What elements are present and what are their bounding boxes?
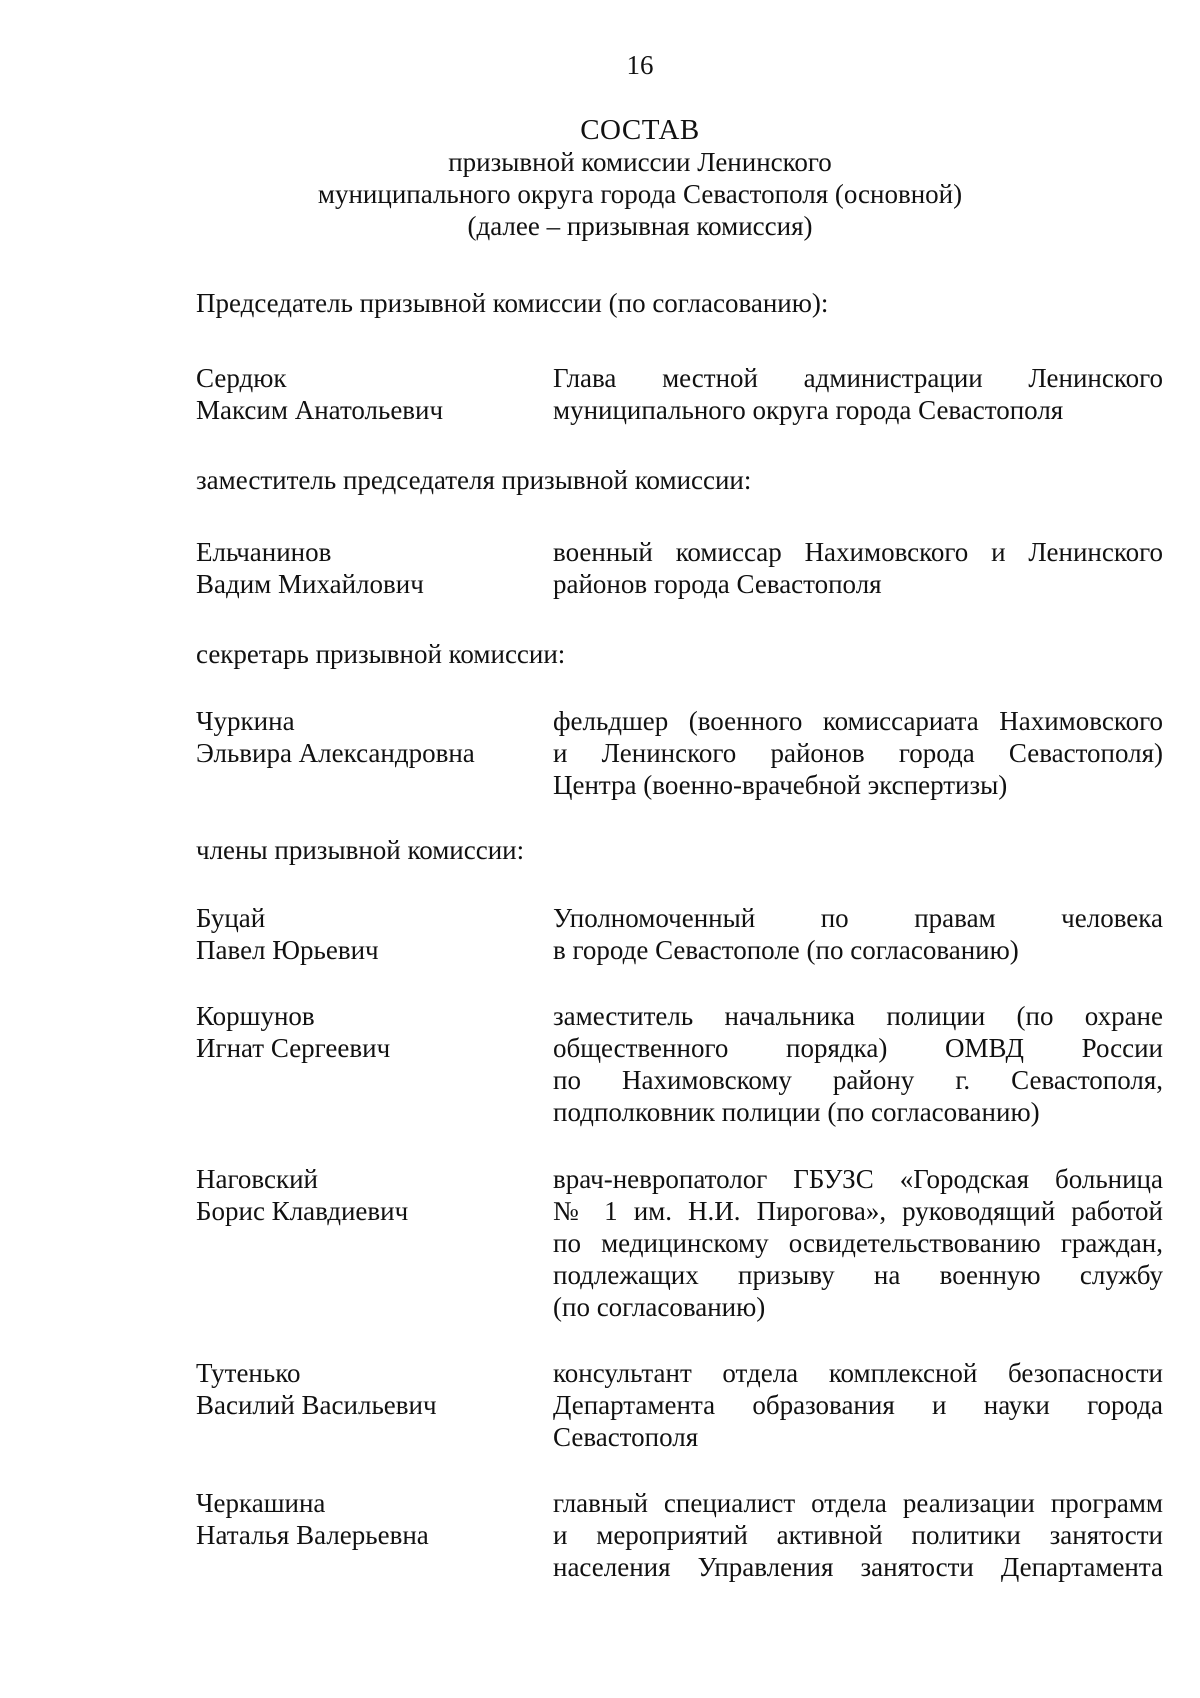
position-line: заместитель начальника полиции (по охране: [553, 1001, 1163, 1031]
member-surname: Коршунов: [196, 1001, 315, 1031]
member-surname: Черкашина: [196, 1488, 326, 1518]
document-title: [40, 114, 1200, 242]
member-given-name: Павел Юрьевич: [196, 935, 379, 965]
member-given-name: Василий Васильевич: [196, 1390, 437, 1420]
title-heading: СОСТАВ: [580, 114, 700, 146]
member-position: [553, 362, 1163, 426]
member-surname: Наговский: [196, 1164, 318, 1194]
member-surname: Тутенько: [196, 1358, 301, 1388]
title-line-3: (далее – призывная комиссия): [467, 211, 813, 241]
member-name: [196, 705, 536, 769]
member-name: [196, 1000, 536, 1064]
page-number: 16: [626, 50, 654, 80]
position-line: и мероприятий активной политики занятости: [553, 1520, 1163, 1550]
position-line: и Ленинского районов города Севастополя): [553, 738, 1163, 768]
member-surname: Сердюк: [196, 363, 287, 393]
section-members: члены призывной комиссии:: [196, 835, 525, 865]
member-surname: Чуркина: [196, 706, 295, 736]
member-given-name: Вадим Михайлович: [196, 569, 424, 599]
position-line: подполковник полиции (по согласованию): [553, 1097, 1040, 1127]
member-given-name: Игнат Сергеевич: [196, 1033, 391, 1063]
member-given-name: Максим Анатольевич: [196, 395, 444, 425]
section-chairman: Председатель призывной комиссии (по согласованию):: [196, 288, 829, 318]
member-name: [196, 362, 536, 426]
member-given-name: Наталья Валерьевна: [196, 1520, 429, 1550]
position-line: Глава местной администрации Ленинского: [553, 363, 1163, 393]
member-position: [553, 705, 1163, 801]
position-line: (по согласованию): [553, 1292, 766, 1322]
position-line: по медицинскому освидетельствованию граждан,: [553, 1228, 1163, 1258]
position-line: по Нахимовскому району г. Севастополя,: [553, 1065, 1163, 1095]
position-line: Департамента образования и науки города: [553, 1390, 1163, 1420]
position-line: военный комиссар Нахимовского и Ленинского: [553, 537, 1163, 567]
position-line: Севастополя: [553, 1422, 699, 1452]
title-line-2: муниципального округа города Севастополя (основной): [317, 179, 963, 209]
position-line: районов города Севастополя: [553, 569, 882, 599]
member-position: [553, 902, 1163, 966]
position-line: фельдшер (военного комиссариата Нахимовского: [553, 706, 1163, 736]
member-given-name: Борис Клавдиевич: [196, 1196, 409, 1226]
position-line: № 1 им. Н.И. Пирогова», руководящий работой: [553, 1196, 1163, 1226]
section-secretary: секретарь призывной комиссии:: [196, 639, 566, 669]
member-name: [196, 1487, 536, 1551]
member-surname: Ельчанинов: [196, 537, 332, 567]
member-position: [553, 536, 1163, 600]
member-surname: Буцай: [196, 903, 266, 933]
member-name: [196, 536, 536, 600]
member-position: [553, 1163, 1163, 1323]
position-line: общественного порядка) ОМВД России: [553, 1033, 1163, 1063]
member-given-name: Эльвира Александровна: [196, 738, 475, 768]
member-name: [196, 902, 536, 966]
position-line: населения Управления занятости Департамента: [553, 1552, 1163, 1582]
member-position: [553, 1487, 1163, 1583]
member-position: [553, 1000, 1163, 1128]
position-line: главный специалист отдела реализации программ: [553, 1488, 1163, 1518]
member-name: [196, 1357, 536, 1421]
position-line: врач-невропатолог ГБУЗС «Городская больница: [553, 1164, 1163, 1194]
member-name: [196, 1163, 536, 1227]
position-line: Центра (военно-врачебной экспертизы): [553, 770, 1008, 800]
member-position: [553, 1357, 1163, 1453]
position-line: Уполномоченный по правам человека: [553, 903, 1163, 933]
position-line: консультант отдела комплексной безопасности: [553, 1358, 1163, 1388]
section-deputy: заместитель председателя призывной комиссии:: [196, 465, 752, 495]
position-line: в городе Севастополе (по согласованию): [553, 935, 1019, 965]
title-line-1: призывной комиссии Ленинского: [448, 147, 832, 177]
position-line: подлежащих призыву на военную службу: [553, 1260, 1163, 1290]
position-line: муниципального округа города Севастополя: [553, 395, 1064, 425]
